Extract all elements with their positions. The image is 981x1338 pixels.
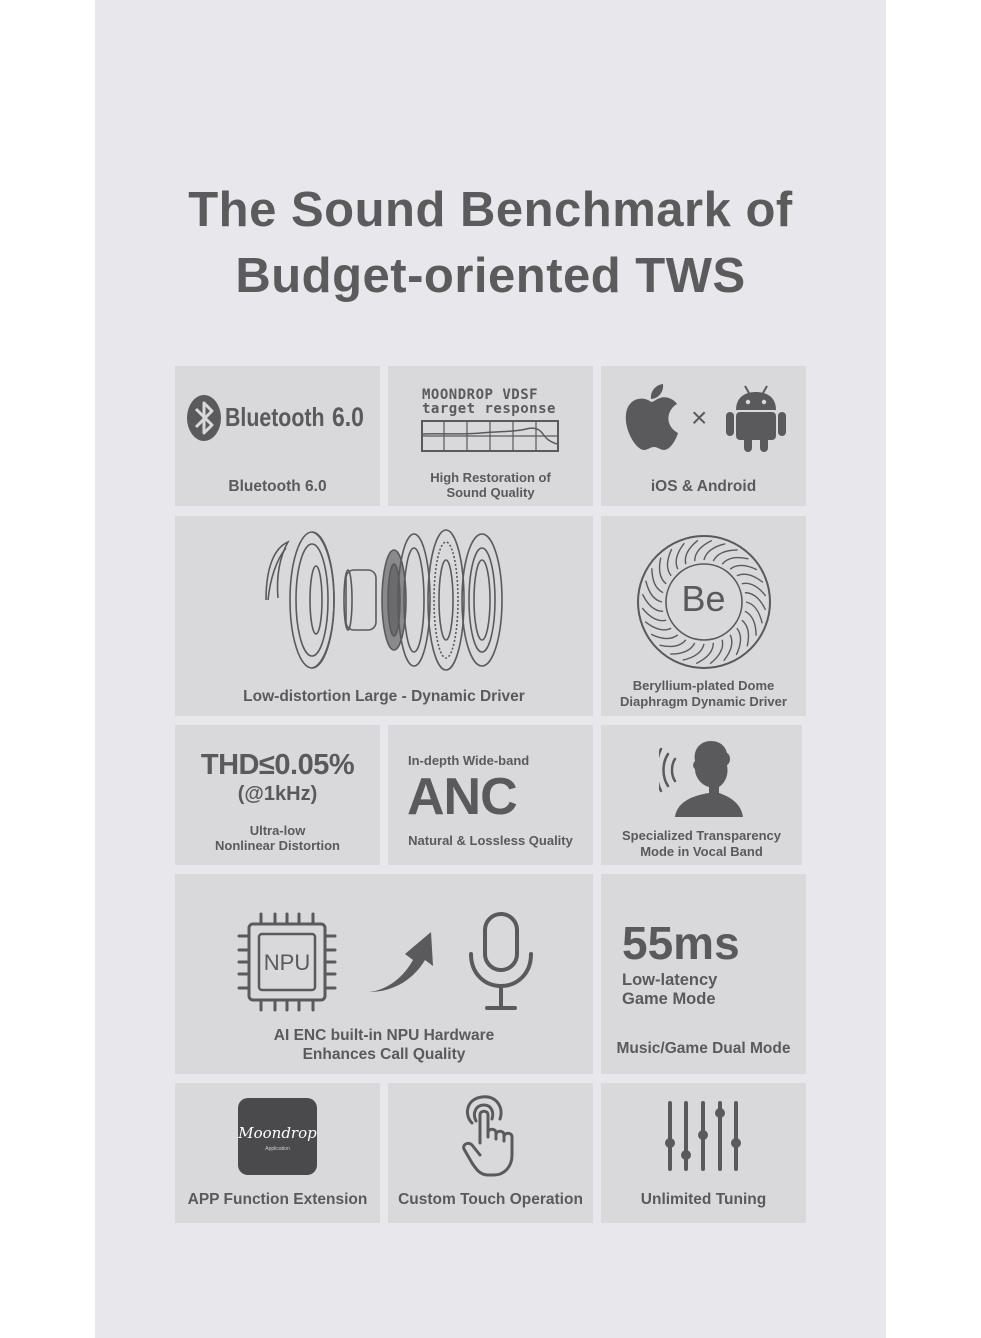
bluetooth-logo-icon [186, 394, 222, 442]
driver-label: Low-distortion Large - Dynamic Driver [243, 688, 525, 705]
card-thd [175, 725, 380, 865]
card-ai-enc [175, 874, 593, 1074]
anc-label: Natural & Lossless Quality [408, 833, 573, 848]
card-bluetooth [175, 366, 380, 506]
dome-fin [722, 558, 748, 565]
vdsf-graphic-title: MOONDROP VDSF [422, 387, 539, 403]
android-icon [726, 384, 786, 452]
dome-fin [645, 622, 671, 630]
beryllium-label-line1: Beryllium-plated Dome [632, 678, 775, 693]
vdsf-graphic-subtitle: target response [422, 401, 556, 417]
anc-top-text: In-depth Wide-band [408, 753, 530, 768]
enc-label-line1: AI ENC built-in NPU Hardware [273, 1027, 495, 1044]
thd-value: THD≤0.05% [200, 749, 355, 781]
equalizer-sliders-icon [664, 1099, 742, 1173]
thd-label-line1: Ultra-low [249, 823, 306, 838]
transparency-label-line1: Specialized Transparency [622, 828, 781, 843]
tuning-label: Unlimited Tuning [640, 1191, 767, 1208]
card-ios-android [601, 366, 806, 506]
bluetooth-label: Bluetooth 6.0 [228, 478, 327, 495]
bluetooth-logo-text: Bluetooth [225, 402, 325, 432]
vdsf-label-line2: Sound Quality [446, 485, 535, 500]
card-transparency [601, 725, 802, 865]
anc-big-text: ANC [407, 768, 517, 826]
dome-fin [704, 544, 725, 560]
latency-sub-line2: Game Mode [622, 990, 716, 1008]
exploded-driver-icon [260, 528, 510, 676]
app-label: APP Function Extension [187, 1191, 368, 1208]
latency-sub-line1: Low-latency [622, 971, 718, 989]
card-tuning [601, 1083, 806, 1223]
card-app [175, 1083, 380, 1223]
frequency-response-graph-icon [421, 420, 559, 452]
arrow-icon [367, 930, 439, 996]
dome-text: Be [681, 578, 726, 619]
card-beryllium [601, 516, 806, 716]
dome-fin [685, 540, 698, 564]
person-speaking-icon [659, 737, 745, 819]
card-dynamic-driver [175, 516, 593, 716]
thd-label-line2: Nonlinear Distortion [215, 838, 340, 853]
card-latency [601, 874, 806, 1074]
card-vdsf [388, 366, 593, 506]
dome-fin [676, 543, 684, 569]
dome-fin [667, 549, 671, 576]
page-title-line2: Budget-oriented TWS [235, 249, 746, 303]
dome-fin [724, 635, 732, 661]
dome-fin [730, 565, 757, 569]
dome-fin [713, 550, 737, 561]
dome-fin [670, 643, 694, 654]
bluetooth-version: 6.0 [332, 402, 364, 432]
touch-hand-icon [460, 1093, 522, 1179]
dome-fin [736, 628, 740, 655]
dome-fin [742, 620, 749, 646]
dome-fin [660, 640, 686, 647]
dome-fin [710, 640, 723, 664]
times-sign: × [691, 402, 708, 433]
page-title-line1: The Sound Benchmark of [188, 183, 793, 237]
moondrop-app-logo [238, 1098, 317, 1175]
os-label: iOS & Android [650, 478, 757, 495]
beryllium-label-line2: Diaphragm Dynamic Driver [620, 694, 787, 709]
microphone-icon [467, 910, 535, 1014]
dome-fin [651, 634, 678, 638]
apple-icon [622, 384, 680, 452]
enc-label-line2: Enhances Call Quality [302, 1046, 466, 1063]
thd-condition: (@1kHz) [237, 783, 318, 805]
latency-label: Music/Game Dual Mode [616, 1040, 791, 1057]
card-anc [388, 725, 593, 865]
touch-label: Custom Touch Operation [398, 1191, 583, 1208]
app-logo-sub: Application [265, 1146, 290, 1152]
app-logo-text: Moondrop [238, 1124, 317, 1142]
latency-value: 55ms [622, 917, 740, 969]
dome-fin [683, 644, 704, 660]
npu-chip-text: NPU [263, 950, 311, 975]
vdsf-label-line1: High Restoration of [430, 470, 551, 485]
transparency-label-line2: Mode in Vocal Band [640, 844, 763, 859]
card-touch [388, 1083, 593, 1223]
